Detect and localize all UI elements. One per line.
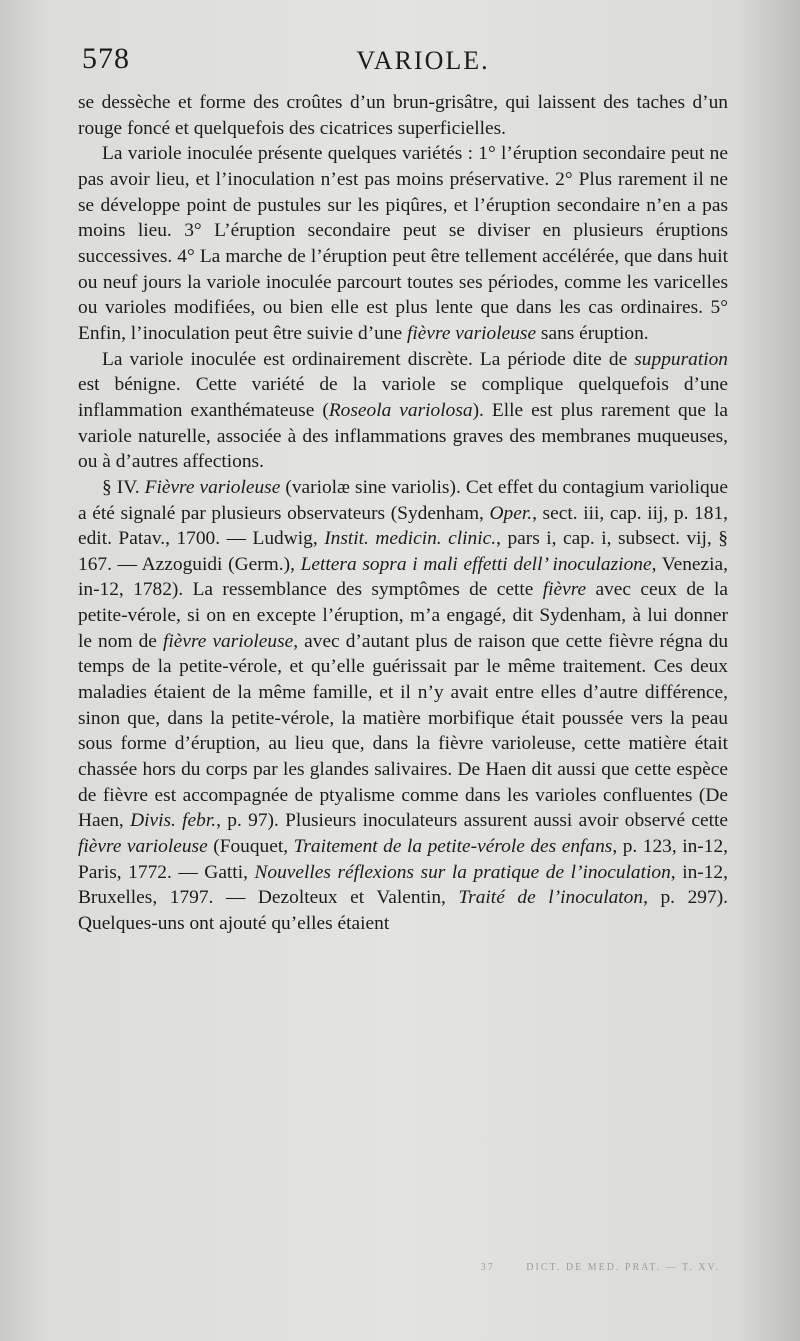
text-run: , avec d’autant plus de raison que cette fièvre régna du temps de la petite-vérole, et qu’elle guérissait par le même traitement. Ces deux maladies étaient de la même famille, et il n’y avait entre elles d’autre différence, sinon que, dans la petite-vérole, la matière morbifique était poussée vers la peau sous forme d’éruption, au lieu que, dans la fièvre varioleuse, cette matière était chassée hors du corps par les glandes salivaires. De Haen dit aussi que cette espèce de fièvre est accompagnée de ptyalisme comme dans les varioles confluentes (De Haen, xyxy=(78,630,729,832)
italic-text: fièvre varioleuse xyxy=(78,836,208,858)
footer-signature: DICT. DE MED. PRAT. — T. XV. xyxy=(526,1262,720,1273)
paragraph xyxy=(78,475,728,937)
italic-text: Roseola variolosa xyxy=(328,399,473,421)
text-run: , p. 123, in-12, Paris, 1772. — Gatti, xyxy=(78,836,729,883)
italic-text: Traitement de la petite-vérole des enfans xyxy=(293,836,613,858)
italic-text: Instit. medicin. clinic. xyxy=(324,528,497,550)
italic-text: Oper. xyxy=(489,502,533,524)
italic-text: Divis. febr. xyxy=(130,810,217,832)
italic-text: suppuration xyxy=(634,348,728,370)
text-run: (variolæ sine variolis). Cet effet du contagium variolique a été signalé par plusieurs observateurs (Sydenham, xyxy=(78,476,728,524)
footer-sheet-number: 37 xyxy=(480,1262,495,1273)
text-run: est bénigne. Cette variété de la variole se complique quelquefois d’une inflammation exanthémateuse ( xyxy=(78,374,728,421)
text-run: se dessèche et forme des croûtes d’un brun-grisâtre, qui laissent des taches d’un rouge foncé et quelquefois des cicatrices superficielles. xyxy=(78,92,728,139)
text-run: ). Elle est plus rarement que la variole naturelle, associée à des inflammations graves des membranes muqueuses, ou à d’autres affections. xyxy=(78,399,728,473)
text-run: sans éruption. xyxy=(536,322,649,344)
text-run: , pars i, cap. i, subsect. vij, § 167. — Azzoguidi (Germ.), xyxy=(78,528,728,575)
text-run: La variole inoculée est ordinairement discrète. La période dite de xyxy=(102,348,635,370)
paragraph xyxy=(78,141,728,346)
text-run: , p. 97). Plusieurs inoculateurs assurent aussi avoir observé cette xyxy=(216,810,728,832)
italic-text: Fièvre varioleuse xyxy=(144,476,281,498)
body-text xyxy=(78,90,728,937)
text-run: , Venezia, in-12, 1782). La ressemblance des symptômes de cette xyxy=(78,553,728,601)
text-run: , sect. iii, cap. iij, p. 181, edit. Patav., 1700. — Ludwig, xyxy=(78,502,728,550)
page-header xyxy=(78,40,728,80)
paragraph xyxy=(78,347,728,475)
text-run: , in-12, Bruxelles, 1797. — Dezolteux et Valentin, xyxy=(78,861,728,909)
page-number: 578 xyxy=(82,42,130,75)
italic-text: fièvre varioleuse xyxy=(162,630,294,652)
text-run: La variole inoculée présente quelques variétés : 1° l’éruption secondaire peut ne pas avoir lieu, et l’inoculation n’est pas moins préservative. 2° Plus rarement il ne se développe point de pustules sur les piqûres, et l’éruption secondaire n’en a pas moins lieu. 3° L’éruption secondaire peut se diviser en plusieurs éruptions successives. 4° La marche de l’éruption peut être tellement accélérée, que dans huit ou neuf jours la variole inoculée parcourt toutes ses périodes, comme les varicelles ou varioles modifiées, ou bien elle est plus lente que dans les cas ordinaires. 5° Enfin, l’inoculation peut être suivie d’une xyxy=(78,143,728,344)
italic-text: Nouvelles réflexions sur la pratique de l’inoculation xyxy=(254,861,671,883)
italic-text: fièvre xyxy=(542,579,587,601)
text-run: (Fouquet, xyxy=(207,836,294,858)
paragraph xyxy=(78,90,728,141)
text-run: § IV. xyxy=(102,476,145,498)
running-title: VARIOLE. xyxy=(356,46,490,75)
text-run: , p. 297). Quelques-uns ont ajouté qu’elles étaient xyxy=(78,887,729,934)
text-run: avec ceux de la petite-vérole, si on en excepte l’éruption, m’a engagé, dit Sydenham, à lui donner le nom de xyxy=(78,579,728,652)
italic-text: Lettera sopra i mali effetti dell’ inoculazione xyxy=(300,553,652,575)
italic-text: Traité de l’inoculaton xyxy=(458,887,644,909)
italic-text: fièvre varioleuse xyxy=(407,322,537,344)
page-footer xyxy=(0,1262,720,1273)
